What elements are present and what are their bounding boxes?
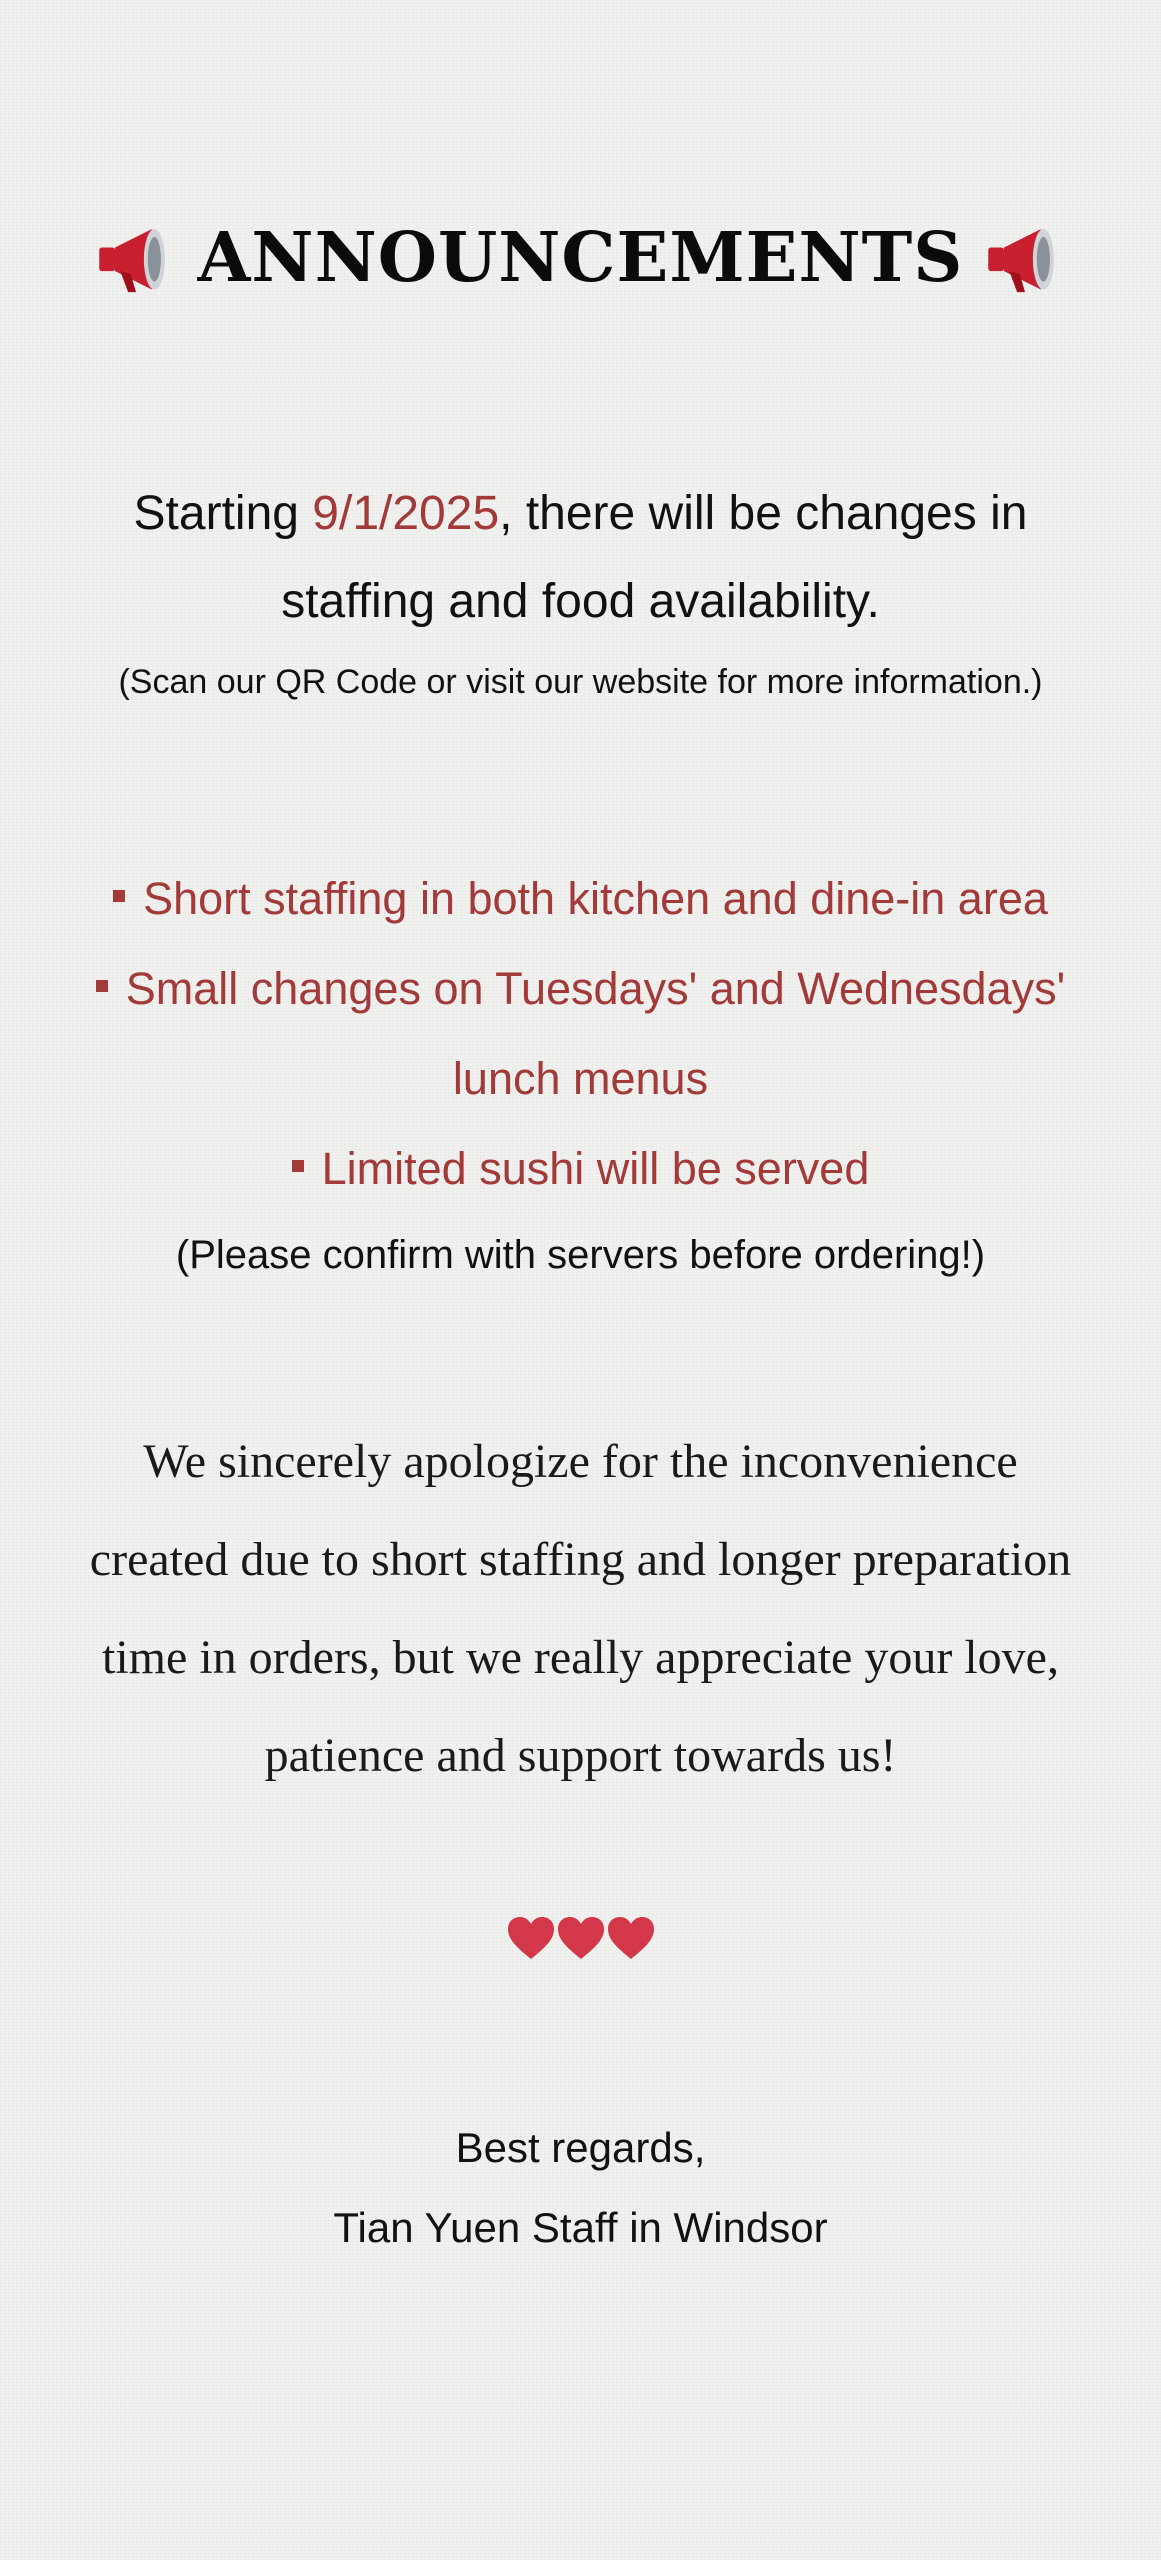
- page-title: ANNOUNCEMENTS: [197, 218, 964, 298]
- bullet-icon: [96, 980, 108, 992]
- intro-text: [60, 470, 1101, 646]
- hearts-row: [0, 1915, 1161, 1961]
- signoff-signature: Tian Yuen Staff in Windsor: [333, 2204, 828, 2251]
- bullet-icon: [292, 1160, 304, 1172]
- megaphone-icon: [94, 216, 178, 300]
- intro-prefix: Starting: [133, 487, 313, 540]
- list-item: [60, 944, 1101, 1124]
- heart-icon: [606, 1915, 656, 1961]
- list-item: [60, 854, 1101, 944]
- list-item: [60, 1124, 1101, 1214]
- apology-message: We sincerely apologize for the inconvenience created due to short staffing and longer preparation time in orders, but we really appreciate your love, patience and support towards us!: [89, 1435, 1072, 1782]
- info-note: (Scan our QR Code or visit our website for more information.): [118, 663, 1043, 701]
- signoff: [60, 2108, 1101, 2268]
- bullet-icon: [113, 890, 125, 902]
- confirm-note: (Please confirm with servers before ordering!): [175, 1233, 986, 1277]
- megaphone-icon: [983, 216, 1067, 300]
- heart-icon: [506, 1915, 556, 1961]
- changes-list: [60, 854, 1101, 1214]
- intro-suffix: , there will be changes in staffing and food availability.: [281, 487, 1028, 628]
- list-item-text: Short staffing in both kitchen and dine-in area: [143, 873, 1048, 924]
- announcement-header: [0, 208, 1161, 308]
- start-date: 9/1/2025: [312, 487, 500, 540]
- list-item-text: Limited sushi will be served: [321, 1143, 870, 1194]
- heart-icon: [556, 1915, 606, 1961]
- signoff-greeting: Best regards,: [455, 2124, 706, 2171]
- list-item-text: Small changes on Tuesdays' and Wednesdays' lunch menus: [125, 963, 1066, 1104]
